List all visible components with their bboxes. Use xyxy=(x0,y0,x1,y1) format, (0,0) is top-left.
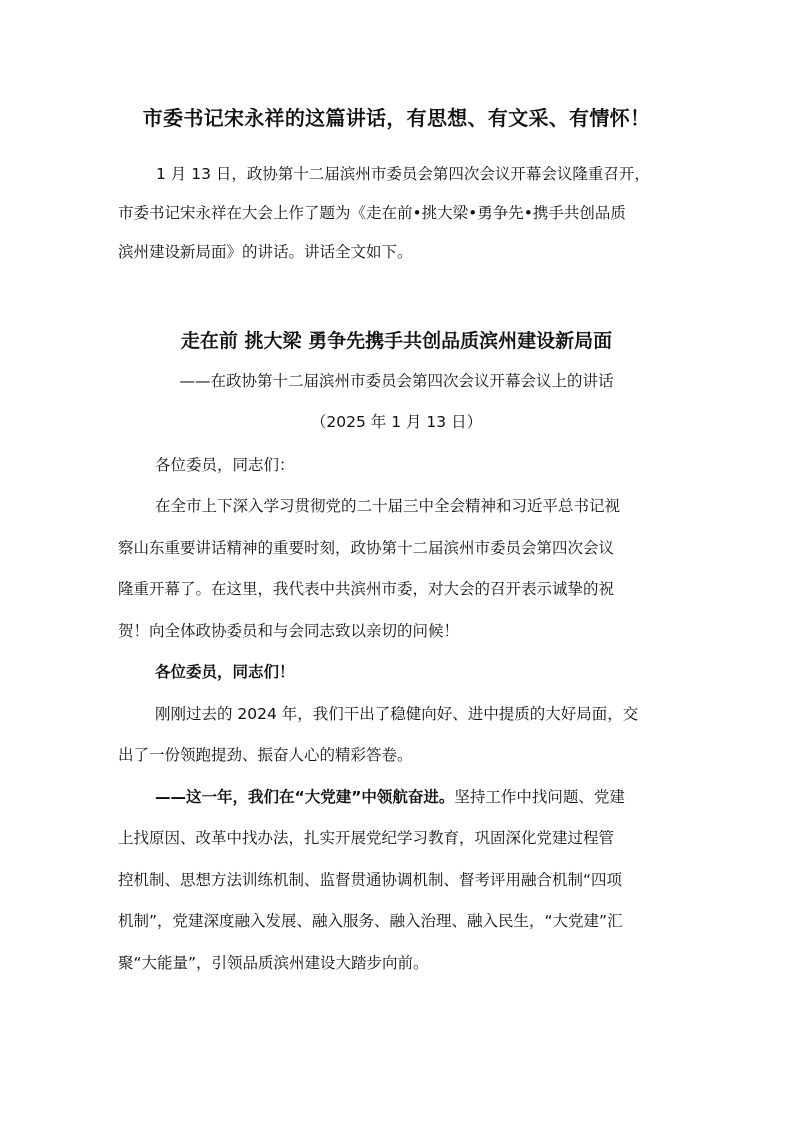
speech-title: 走在前 挑大梁 勇争先携手共创品质滨州建设新局面 xyxy=(180,330,613,352)
paragraph-line: 控机制、思想方法训练机制、监督贯通协调机制、督考评用融合机制“四项 xyxy=(118,871,623,889)
paragraph-line: 机制”，党建深度融入发展、融入服务、融入治理、融入民生，“大党建”汇 xyxy=(118,912,623,930)
speech-date: （2025 年 1 月 13 日） xyxy=(310,413,483,431)
bold-lead-text: ——这一年，我们在“大党建”中领航奋进。 xyxy=(155,788,455,806)
intro-line: 滨州建设新局面》的讲话。讲话全文如下。 xyxy=(118,243,413,261)
intro-line: 1 月 13 日，政协第十二届滨州市委员会第四次会议开幕会议隆重召开， xyxy=(156,165,650,183)
paragraph-line: 贺！向全体政协委员和与会同志致以亲切的问候！ xyxy=(118,622,460,640)
salutation-bold: 各位委员，同志们！ xyxy=(155,663,295,681)
salutation: 各位委员，同志们： xyxy=(155,456,295,474)
paragraph-line: 在全市上下深入学习贯彻党的二十届三中全会精神和习近平总书记视 xyxy=(155,497,621,515)
paragraph-line: 隆重开幕了。在这里，我代表中共滨州市委，对大会的召开表示诚挚的祝 xyxy=(118,580,615,598)
speech-subtitle: ——在政协第十二届滨州市委员会第四次会议开幕会议上的讲话 xyxy=(179,372,614,390)
article-title: 市委书记宋永祥的这篇讲话，有思想、有文采、有情怀！ xyxy=(142,106,651,130)
intro-paragraph xyxy=(118,155,678,272)
paragraph-line: 上找原因、改革中找办法，扎实开展党纪学习教育，巩固深化党建过程管 xyxy=(118,829,615,847)
paragraph-line: 察山东重要讲话精神的重要时刻，政协第十二届滨州市委员会第四次会议 xyxy=(118,539,615,557)
paragraph-line: 聚“大能量”，引领品质滨州建设大踏步向前。 xyxy=(118,954,429,972)
paragraph-line: ——这一年，我们在“大党建”中领航奋进。坚持工作中找问题、党建 xyxy=(155,788,625,806)
paragraph-line: 出了一份领跑提劲、振奋人心的精彩答卷。 xyxy=(118,746,413,764)
intro-line: 市委书记宋永祥在大会上作了题为《走在前•挑大梁•勇争先•携手共创品质 xyxy=(118,204,626,222)
paragraph-line: 刚刚过去的 2024 年，我们干出了稳健向好、进中提质的大好局面，交 xyxy=(155,705,639,723)
